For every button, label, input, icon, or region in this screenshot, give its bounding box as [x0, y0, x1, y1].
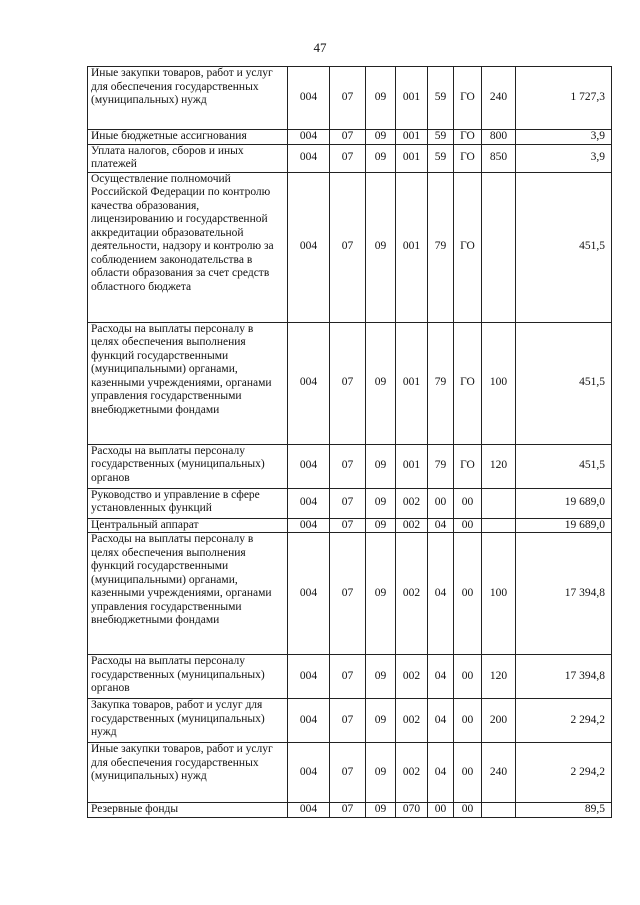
row-cs2: 59: [428, 130, 454, 145]
row-cs3: ГО: [454, 67, 482, 130]
row-cs1: 001: [396, 444, 428, 488]
row-cs1: 001: [396, 322, 428, 444]
row-cs2: 00: [428, 488, 454, 518]
row-cs2: 04: [428, 655, 454, 699]
row-ved: 004: [288, 803, 330, 818]
row-cs3: 00: [454, 488, 482, 518]
row-vr: 100: [482, 533, 516, 655]
table-row: [88, 130, 612, 145]
row-pr: 09: [366, 172, 396, 322]
row-pr: 09: [366, 803, 396, 818]
row-cs2: 04: [428, 533, 454, 655]
table-row: [88, 444, 612, 488]
row-cs2: 00: [428, 803, 454, 818]
row-pr: 09: [366, 67, 396, 130]
table-row: [88, 743, 612, 803]
row-ved: 004: [288, 172, 330, 322]
row-cs1: 001: [396, 172, 428, 322]
row-ved: 004: [288, 67, 330, 130]
table-row: [88, 533, 612, 655]
table-row: [88, 488, 612, 518]
row-rz: 07: [330, 172, 366, 322]
row-ved: 004: [288, 144, 330, 172]
row-cs3: ГО: [454, 322, 482, 444]
row-cs1: 070: [396, 803, 428, 818]
row-rz: 07: [330, 518, 366, 533]
table-row: [88, 322, 612, 444]
row-ved: 004: [288, 130, 330, 145]
row-vr: [482, 518, 516, 533]
row-sum: 17 394,8: [516, 655, 612, 699]
row-ved: 004: [288, 518, 330, 533]
row-rz: 07: [330, 130, 366, 145]
row-vr: [482, 172, 516, 322]
row-cs3: 00: [454, 518, 482, 533]
row-cs3: 00: [454, 743, 482, 803]
row-pr: 09: [366, 518, 396, 533]
row-sum: 451,5: [516, 322, 612, 444]
row-rz: 07: [330, 699, 366, 743]
row-sum: 2 294,2: [516, 699, 612, 743]
row-vr: 240: [482, 743, 516, 803]
row-name: Иные бюджетные ассигнования: [88, 130, 288, 145]
row-pr: 09: [366, 533, 396, 655]
row-rz: 07: [330, 743, 366, 803]
row-sum: 17 394,8: [516, 533, 612, 655]
row-vr: [482, 803, 516, 818]
row-vr: 120: [482, 444, 516, 488]
table-row: [88, 803, 612, 818]
row-cs1: 002: [396, 518, 428, 533]
row-name: Иные закупки товаров, работ и услуг для обеспечения государственных (муниципальных) нужд: [88, 67, 288, 130]
row-cs3: ГО: [454, 444, 482, 488]
row-sum: 19 689,0: [516, 518, 612, 533]
row-cs3: 00: [454, 699, 482, 743]
row-ved: 004: [288, 488, 330, 518]
table-row: [88, 172, 612, 322]
row-ved: 004: [288, 743, 330, 803]
table-row: [88, 67, 612, 130]
row-cs3: ГО: [454, 172, 482, 322]
row-name: Расходы на выплаты персоналу в целях обеспечения выполнения функций государственными (муниципальными) органами, казенными учреждениями, органами управления государственными внебюджетными фондами: [88, 533, 288, 655]
row-pr: 09: [366, 130, 396, 145]
row-name: Иные закупки товаров, работ и услуг для обеспечения государственных (муниципальных) нужд: [88, 743, 288, 803]
row-name: Закупка товаров, работ и услуг для государственных (муниципальных) нужд: [88, 699, 288, 743]
row-vr: 850: [482, 144, 516, 172]
row-rz: 07: [330, 488, 366, 518]
row-cs3: ГО: [454, 130, 482, 145]
table-row: [88, 699, 612, 743]
row-name: Осуществление полномочий Российской Федерации по контролю качества образования, лицензированию и государственной аккредитации образовательной деятельности, надзору и контролю за соблюдением законодательства в области образования за счет средств областного бюджета: [88, 172, 288, 322]
row-cs3: 00: [454, 533, 482, 655]
row-name: Резервные фонды: [88, 803, 288, 818]
row-cs2: 04: [428, 699, 454, 743]
row-pr: 09: [366, 144, 396, 172]
row-name: Руководство и управление в сфере установленных функций: [88, 488, 288, 518]
row-cs1: 001: [396, 144, 428, 172]
row-cs1: 002: [396, 699, 428, 743]
row-ved: 004: [288, 444, 330, 488]
row-pr: 09: [366, 655, 396, 699]
row-cs3: 00: [454, 803, 482, 818]
row-name: Уплата налогов, сборов и иных платежей: [88, 144, 288, 172]
row-cs2: 79: [428, 322, 454, 444]
row-name: Расходы на выплаты персоналу государственных (муниципальных) органов: [88, 655, 288, 699]
row-sum: 451,5: [516, 172, 612, 322]
row-cs1: 001: [396, 130, 428, 145]
row-ved: 004: [288, 699, 330, 743]
row-sum: 3,9: [516, 130, 612, 145]
row-rz: 07: [330, 655, 366, 699]
row-ved: 004: [288, 533, 330, 655]
row-cs1: 002: [396, 655, 428, 699]
row-name: Расходы на выплаты персоналу в целях обеспечения выполнения функций государственными (муниципальными) органами, казенными учреждениями, органами управления государственными внебюджетными фондами: [88, 322, 288, 444]
row-ved: 004: [288, 322, 330, 444]
row-cs1: 001: [396, 67, 428, 130]
row-pr: 09: [366, 699, 396, 743]
row-vr: [482, 488, 516, 518]
row-cs1: 002: [396, 533, 428, 655]
row-rz: 07: [330, 803, 366, 818]
row-rz: 07: [330, 444, 366, 488]
row-cs2: 79: [428, 444, 454, 488]
row-sum: 19 689,0: [516, 488, 612, 518]
row-cs2: 79: [428, 172, 454, 322]
row-rz: 07: [330, 67, 366, 130]
row-cs2: 04: [428, 518, 454, 533]
row-sum: 89,5: [516, 803, 612, 818]
row-name: Расходы на выплаты персоналу государственных (муниципальных) органов: [88, 444, 288, 488]
row-cs2: 04: [428, 743, 454, 803]
row-cs3: 00: [454, 655, 482, 699]
budget-table: [87, 66, 612, 818]
row-sum: 2 294,2: [516, 743, 612, 803]
table-row: [88, 655, 612, 699]
page-number: 47: [313, 40, 327, 55]
row-cs2: 59: [428, 67, 454, 130]
row-sum: 3,9: [516, 144, 612, 172]
row-rz: 07: [330, 533, 366, 655]
table-row: [88, 518, 612, 533]
row-pr: 09: [366, 444, 396, 488]
row-vr: 240: [482, 67, 516, 130]
row-rz: 07: [330, 144, 366, 172]
row-ved: 004: [288, 655, 330, 699]
table-row: [88, 144, 612, 172]
row-vr: 800: [482, 130, 516, 145]
row-vr: 120: [482, 655, 516, 699]
row-vr: 200: [482, 699, 516, 743]
row-pr: 09: [366, 322, 396, 444]
row-cs3: ГО: [454, 144, 482, 172]
row-pr: 09: [366, 488, 396, 518]
row-sum: 1 727,3: [516, 67, 612, 130]
row-rz: 07: [330, 322, 366, 444]
row-cs1: 002: [396, 488, 428, 518]
row-sum: 451,5: [516, 444, 612, 488]
row-name: Центральный аппарат: [88, 518, 288, 533]
row-pr: 09: [366, 743, 396, 803]
row-cs2: 59: [428, 144, 454, 172]
row-cs1: 002: [396, 743, 428, 803]
row-vr: 100: [482, 322, 516, 444]
